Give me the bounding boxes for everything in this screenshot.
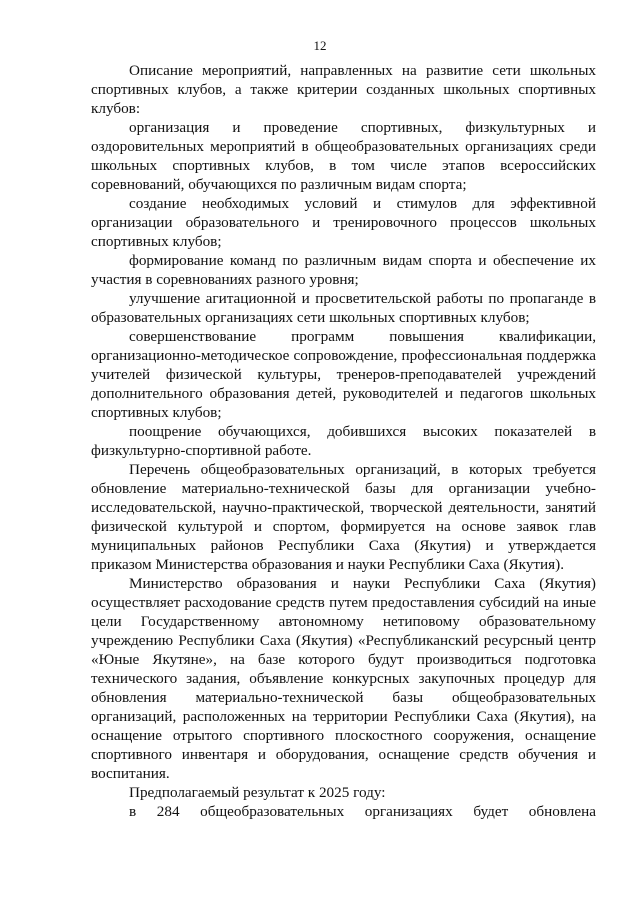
paragraph-result-item: в 284 общеобразовательных организациях будет обновлена (129, 803, 596, 820)
paragraph-list-of-organizations: Перечень общеобразовательных организаций, в которых требуется обновление материально-технической базы для организации учебно-исследовательской, научно-практической, творческой деятельности, занятий физической культурой и спортом, формируется на основе заявок глав муниципальных районов Республики Саха (Якутия) и утверждается приказом Министерства образования и науки Республики Саха (Якутия). (91, 461, 596, 573)
paragraph-ministry-subsidies: Министерство образования и науки Республики Саха (Якутия) осуществляет расходование средств путем предоставления субсидий на иные цели Государственному автономному нетиповому образовательному учреждению Республики Саха (Якутия) «Республиканский ресурсный центр «Юные Якутяне», на базе которого будут производиться подготовка технического задания, объявление конкурсных закупочных процедур для обновления материально-технической базы общеобразовательных организаций, расположенных на территории Республики Саха (Якутия), на оснащение отрытого спортивного плоскостного сооружения, оснащение спортивного инвентаря и оборудования, оснащение средств обучения и воспитания. (91, 575, 596, 782)
paragraph-item-conditions: создание необходимых условий и стимулов для эффективной организации образовательного и тренировочного процессов школьных спортивных клубов; (91, 195, 596, 250)
paragraph-item-organization: организация и проведение спортивных, физкультурных и оздоровительных мероприятий в общеобразовательных организациях среди школьных спортивных клубов, в том числе этапов всероссийских соревнований, обучающихся по различным видам спорта; (91, 119, 596, 193)
paragraph-item-qualification: совершенствование программ повышения квалификации, организационно-методическое сопровождение, профессиональная поддержка учителей физической культуры, тренеров-преподавателей учреждений дополнительного образования детей, руководителей и педагогов школьных спортивных клубов; (91, 328, 596, 421)
paragraph-expected-result: Предполагаемый результат к 2025 году: (129, 784, 386, 801)
document-body (91, 61, 596, 821)
page-number: 12 (313, 38, 327, 53)
paragraph-item-encouragement: поощрение обучающихся, добившихся высоких показателей в физкультурно-спортивной работе. (91, 423, 596, 459)
paragraph-intro: Описание мероприятий, направленных на развитие сети школьных спортивных клубов, а также критерии созданных школьных спортивных клубов: (91, 62, 596, 117)
paragraph-item-propaganda: улучшение агитационной и просветительской работы по пропаганде в образовательных организациях сети школьных спортивных клубов; (91, 290, 596, 326)
paragraph-item-teams: формирование команд по различным видам спорта и обеспечение их участия в соревнованиях разного уровня; (91, 252, 596, 288)
